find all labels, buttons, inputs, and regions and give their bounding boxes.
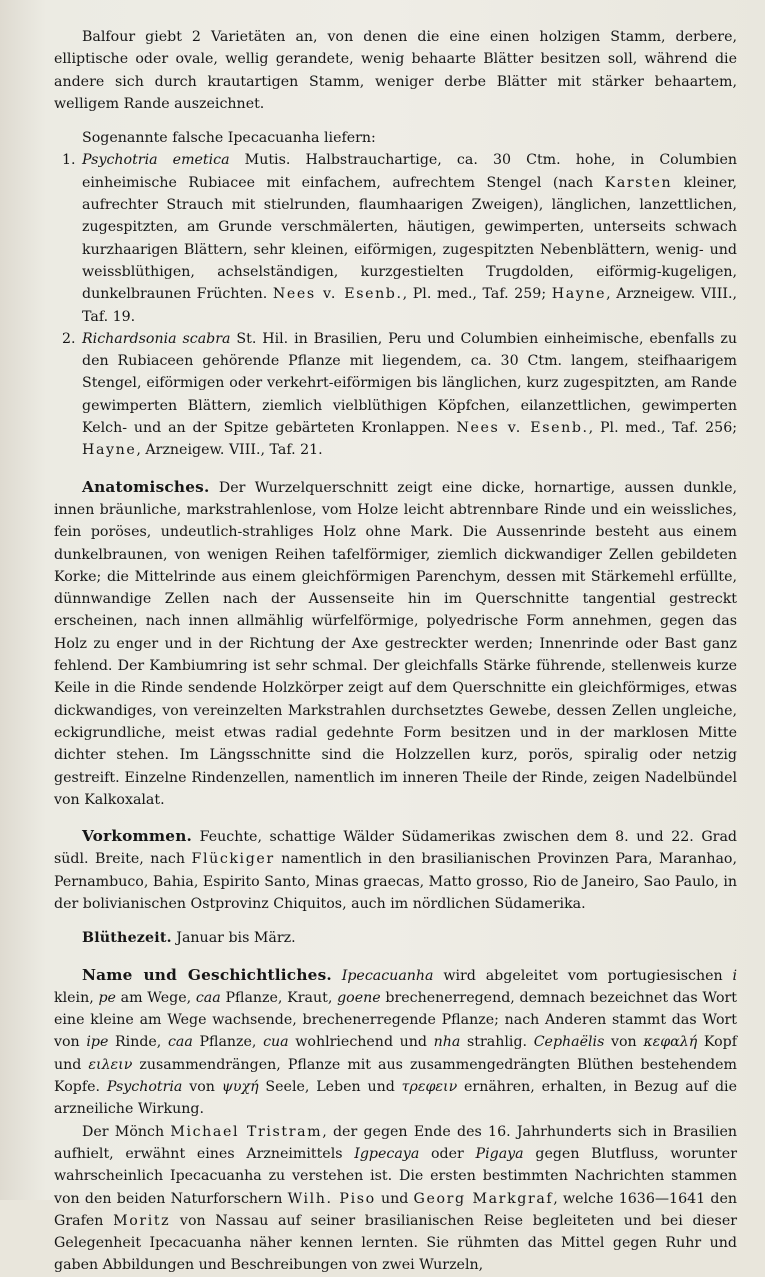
etymology-term: nha bbox=[433, 1034, 461, 1051]
section-text: von bbox=[182, 1079, 222, 1096]
author-name: Nees v. Esenb. bbox=[456, 420, 589, 437]
person-name: Moritz bbox=[113, 1212, 171, 1229]
person-name: Wilh. Piso bbox=[287, 1190, 376, 1207]
etymology-term: caa bbox=[167, 1034, 193, 1051]
section-text: Rinde, bbox=[108, 1034, 168, 1051]
section-text: wird abgeleitet vom portugiesischen bbox=[433, 967, 733, 984]
item-text: , Pl. med., Taf. 259; bbox=[402, 286, 552, 303]
etymology-term: Cephaëlis bbox=[533, 1034, 605, 1051]
item-text: , Arzneigew. VIII., Taf. 19. bbox=[82, 286, 737, 325]
history-paragraph bbox=[54, 1121, 737, 1277]
section-text: klein, bbox=[54, 989, 99, 1006]
section-text: Der Wurzelquerschnitt zeigt eine dicke, hornartige, aussen dunkle, innen bräunliche, markstrahlenlose, vom Holze leicht abtrennbare Rinde und ein weissliches, fein poröses, undeutlich-strahliges Holz ohne Mark. Die Aussenrinde besteht aus einem dunkelbraunen, von wenigen Reihen tafelförmiger, ziemlich dickwandiger Zellen gebildeten Korke; die Mittelrinde aus einem gleichförmigen Parenchym, dessen mit Stärkemehl erfüllte, dünnwandige Zellen nach der Aussenseite hin im Querschnitte tangential gestreckt erscheinen, nach innen allmählig würfelförmige, polyedrische Form annehmen, gegen das Holz zu enger und in der Richtung der Axe gestreckter werden; Innenrinde oder Bast ganz fehlend. Der Kambiumring ist sehr schmal. Der gleichfalls Stärke führende, stellenweis kurze Keile in die Rinde sendende Holzkörper zeigt auf dem Querschnitte ein gleichförmiges, etwas dickwandiges, von vereinzelten Markstrahlen durchsetztes Gewebe, dessen Zellen ungleiche, eckigrundliche, meist etwas radial gedehnte Form besitzen und in der marklosen Mitte dichter stehen. Im Längsschnitte sind die Holzzellen kurz, porös, spiralig oder netzig gestreift. Einzelne Rindenzellen, namentlich im inneren Theile der Rinde, zeigen Nadelbündel von Kalkoxalat. bbox=[54, 479, 737, 808]
section-text: Pflanze, bbox=[192, 1034, 264, 1051]
author-name: Karsten bbox=[604, 174, 673, 191]
species-name: Psychotria emetica bbox=[82, 152, 230, 169]
etymology-term: τρεφειν bbox=[401, 1079, 458, 1096]
etymology-term: ειλειν bbox=[88, 1056, 133, 1073]
bluethezeit-section bbox=[54, 927, 737, 949]
etymology-term: ψυχή bbox=[221, 1079, 259, 1096]
person-name: Georg Markgraf bbox=[413, 1190, 554, 1207]
intro-paragraph: Balfour giebt 2 Varietäten an, von denen die eine einen holzigen Stamm, derbere, elliptische oder ovale, wellig gerandete, wenig behaarte Blätter besitzen soll, während die andere sich durch krautartigen Stamm, weniger derbe Blätter mit stärker behaartem, welligem Rande auszeichnet. bbox=[54, 29, 737, 112]
etymology-term: cua bbox=[263, 1034, 289, 1051]
section-text: ernähren, erhalten, in Bezug auf die arzneiliche Wirkung. bbox=[54, 1079, 737, 1118]
section-text: brechenerregend, demnach bezeichnet das Wort eine kleine am Wege wachsende, brechenerregende Pflanze; nach Anderen stammt das Wort von bbox=[54, 989, 737, 1051]
author-name: Flückiger bbox=[191, 851, 275, 868]
species-name: Richardsonia scabra bbox=[82, 330, 231, 347]
item-text: , Pl. med., Taf. 256; bbox=[588, 420, 737, 437]
author-name: Nees v. Esenb. bbox=[272, 286, 403, 303]
paragraph-text: und bbox=[375, 1190, 414, 1207]
vorkommen-section bbox=[54, 825, 737, 915]
paragraph-text: , der gegen Ende des 16. Jahrhunderts sich in Brasilien aufhielt, erwähnt eines Arzneimittels bbox=[54, 1123, 737, 1162]
section-text: zusammendrängen, Pflanze mit aus zusammengedrängten Blüthen bestehendem Kopfe. bbox=[54, 1056, 737, 1096]
paragraph-text: Der Mönch bbox=[82, 1123, 171, 1140]
etymology-term: ipe bbox=[86, 1034, 109, 1051]
drug-name: Igpecaya bbox=[354, 1145, 420, 1162]
section-text: von bbox=[604, 1034, 644, 1051]
section-text: namentlich in den brasilianischen Provinzen Para, Maranhao, Pernambuco, Bahia, Espirito Santo, Minas graecas, Matto grosso, Rio de Janeiro, Sao Paulo, in der bolivianischen Ostprovinz Chiquitos, auch im nördlichen Südamerika. bbox=[54, 851, 737, 912]
etymology-term: Ipecacuanha bbox=[341, 967, 434, 984]
author-name: Hayne bbox=[82, 442, 137, 459]
section-text: Kopf und bbox=[54, 1034, 737, 1073]
section-heading: Anatomisches. bbox=[82, 477, 210, 496]
author-name: Hayne bbox=[551, 286, 607, 303]
section-text: Januar bis März. bbox=[171, 930, 296, 947]
section-text: wohlriechend und bbox=[288, 1034, 434, 1051]
etymology-term: κεφαλή bbox=[643, 1034, 698, 1051]
drug-name: Pigaya bbox=[475, 1145, 524, 1162]
item-text: Mutis. Halbstrauchartige, ca. 30 Ctm. hohe, in Columbien einheimische Rubiacee mit einfachem, aufrechtem Stengel (nach bbox=[82, 152, 737, 191]
list-number: 1. bbox=[62, 152, 76, 169]
etymology-term: goene bbox=[337, 989, 381, 1006]
list-item bbox=[54, 149, 737, 327]
etymology-term: Psychotria bbox=[106, 1079, 183, 1096]
person-name: Michael Tristram bbox=[170, 1123, 323, 1140]
anatomisches-section bbox=[54, 476, 737, 811]
list-item bbox=[54, 328, 737, 462]
paragraph-text: von Nassau auf seiner brasilianischen Reise begleiteten und bei dieser Gelegenheit Ipecacuanha näher kennen lernten. Sie rühmten das Mittel gegen Ruhr und gaben Abbildungen und Beschreibungen von zwei Wurzeln, bbox=[54, 1212, 738, 1274]
section-text: strahlig. bbox=[460, 1034, 534, 1051]
section-heading: Blüthezeit. bbox=[82, 930, 172, 947]
section-text: am Wege, bbox=[115, 989, 196, 1006]
false-ipecac-lead: Sogenannte falsche Ipecacuanha liefern: bbox=[82, 130, 376, 147]
item-text: St. Hil. in Brasilien, Peru und Columbien einheimische, ebenfalls zu den Rubiaceen gehörende Pflanze mit liegendem, ca. 30 Ctm. langem, steifhaarigem Stengel, eiförmigen oder verkehrt-eiförmigen bis länglichen, kurz zugespitzten, am Rande gewimperten Blättern, ziemlich vielblüthigen Köpfchen, eilanzettlichen, gewimperten Kelch- und an der Spitze gebärteten Kronlappen. bbox=[82, 330, 737, 437]
paragraph-text: gegen Blutfluss, worunter wahrscheinlich Ipecacuanha zu verstehen ist. Die ersten bestimmten Nachrichten stammen von den beiden Naturforschern bbox=[54, 1145, 737, 1207]
section-text: Feuchte, schattige Wälder Südamerikas zwischen dem 8. und 22. Grad südl. Breite, nach bbox=[54, 829, 737, 868]
etymology-term: i bbox=[732, 967, 737, 984]
item-text: kleiner, aufrechter Strauch mit stielrunden, flaumhaarigen Zweigen), länglichen, lanzettlichen, zugespitzten, am Grunde verschmälerten, häutigen, gewimperten, unterseits schwach kurzhaarigen Blättern, sehr kleinen, eiförmigen, zugespitzten Nebenblättern, wenig- und weissblüthigen, achselständigen, kurzgestielten Trugdolden, eiförmig-kugeligen, dunkelbraunen Früchten. bbox=[82, 174, 737, 303]
section-heading: Vorkommen. bbox=[82, 827, 193, 846]
section-text: Seele, Leben und bbox=[258, 1079, 402, 1096]
etymology-term: pe bbox=[98, 989, 116, 1006]
paragraph-text: oder bbox=[419, 1145, 476, 1162]
section-heading: Name und Geschichtliches. bbox=[82, 965, 332, 984]
item-text: , Arzneigew. VIII., Taf. 21. bbox=[136, 442, 323, 459]
list-number: 2. bbox=[62, 330, 76, 347]
section-text: Pflanze, Kraut, bbox=[220, 989, 338, 1006]
etymology-term: caa bbox=[195, 989, 221, 1006]
paragraph-text: , welche 1636—1641 den Grafen bbox=[54, 1190, 737, 1229]
name-geschichte-section bbox=[54, 964, 737, 1121]
